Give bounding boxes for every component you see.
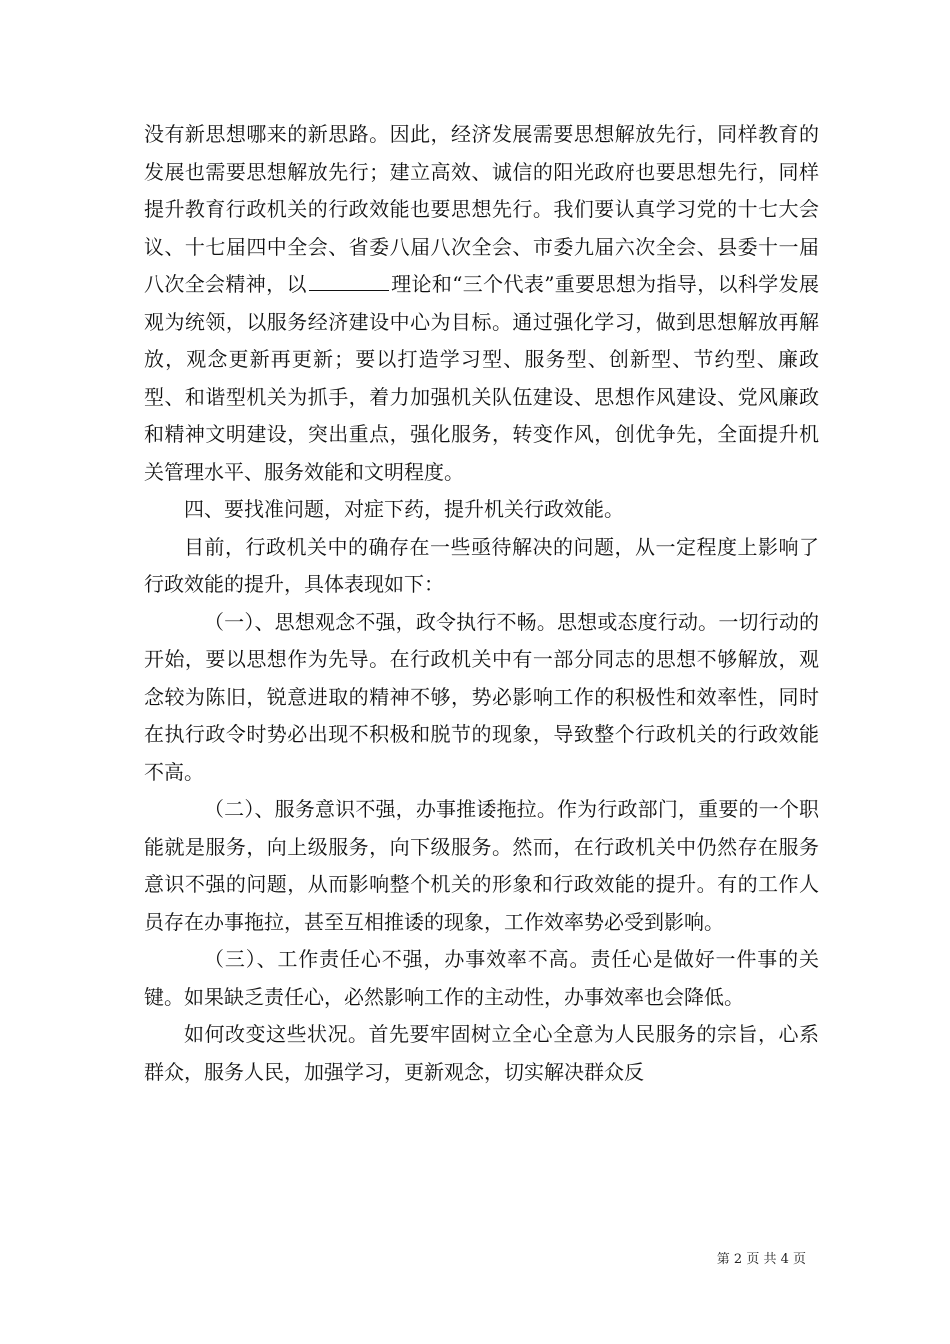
paragraph-item-3: （三）、工作责任心不强，办事效率不高。责任心是做好一件事的关键。如果缺乏责任心，必然影响工作的主动性，办事效率也会降低。 (144, 947, 819, 1009)
paragraph-item-2: （二）、服务意识不强，办事推诿拖拉。作为行政部门，重要的一个职能就是服务，向上级服务，向下级服务。然而，在行政机关中仍然存在服务意识不强的问题，从而影响整个机关的形象和行政效能的提升。有的工作人员存在办事拖拉，甚至互相推诿的现象，工作效率势必受到影响。 (144, 797, 819, 934)
fill-in-blank (309, 289, 389, 291)
paragraph-item-1: （一）、思想观念不强，政令执行不畅。思想或态度行动。一切行动的开始，要以思想作为先导。在行政机关中有一部分同志的思想不够解放，观念较为陈旧，锐意进取的精神不够，势必影响工作的积极性和效率性，同时在执行政令时势必出现不积极和脱节的现象，导致整个行政机关的行政效能不高。 (144, 609, 819, 784)
paragraph-1 (144, 116, 819, 491)
section-heading-four: 四、要找准问题，对症下药，提升机关行政效能。 (184, 497, 624, 521)
paragraph-1-text-a: 没有新思想哪来的新思路。因此，经济发展需要思想解放先行，同样教育的发展也需要思想解放先行；建立高效、诚信的阳光政府也要思想先行，同样提升教育行政机关的行政效能也要思想先行。我们要认真学习党的十七大会议、十七届四中全会、省委八届八次全会、市委九届六次全会、县委十一届八次全会精神，以 (144, 122, 819, 296)
document-body (144, 116, 819, 1091)
page-number-footer: 第 2 页 共 4 页 (716, 1252, 806, 1267)
paragraph-7: 如何改变这些状况。首先要牢固树立全心全意为人民服务的宗旨，心系群众，服务人民，加强学习，更新观念，切实解决群众反 (144, 1022, 819, 1084)
paragraph-3: 目前，行政机关中的确存在一些亟待解决的问题，从一定程度上影响了行政效能的提升，具体表现如下： (144, 534, 819, 596)
paragraph-1-text-b: 理论和“三个代表”重要思想为指导，以科学发展观为统领，以服务经济建设中心为目标。通过强化学习，做到思想解放再解放，观念更新再更新；要以打造学习型、服务型、创新型、节约型、廉政型、和谐型机关为抓手，着力加强机关队伍建设、思想作风建设、党风廉政和精神文明建设，突出重点，强化服务，转变作风，创优争先，全面提升机关管理水平、服务效能和文明程度。 (144, 272, 819, 484)
